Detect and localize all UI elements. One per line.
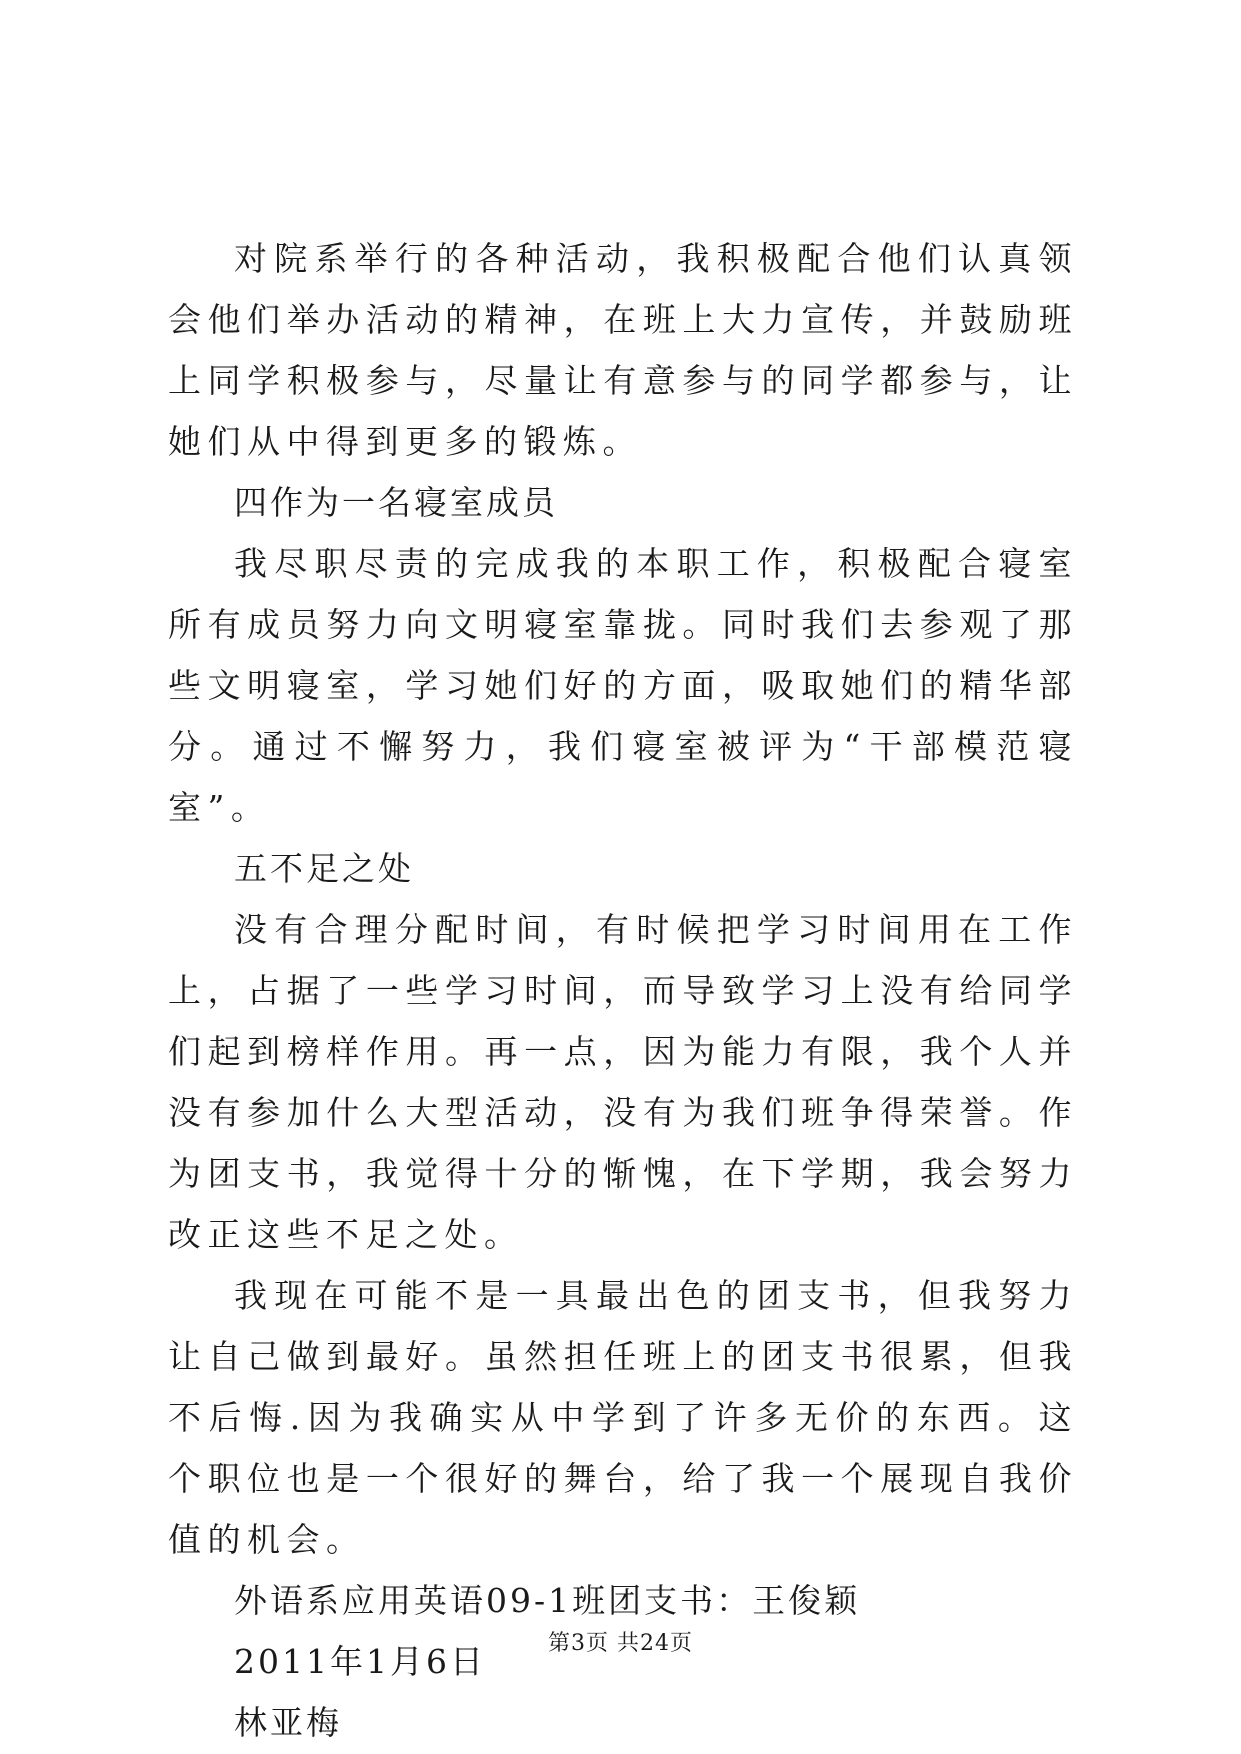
page-number-footer: 第3页 共24页	[548, 1631, 693, 1656]
paragraph-activities: 对院系举行的各种活动，我积极配合他们认真领会他们举办活动的精神，在班上大力宣传，并鼓励班上同学积极参与，尽量让有意参与的同学都参与，让她们从中得到更多的锻炼。	[168, 239, 1078, 461]
signature-author: 外语系应用英语09-1班团支书：王俊颖	[234, 1581, 861, 1620]
signature-name: 林亚梅	[234, 1703, 342, 1742]
document-body	[168, 228, 1078, 1753]
section-heading-dorm: 四作为一名寝室成员	[234, 483, 558, 522]
signature-date: 2011年1月6日	[234, 1642, 486, 1681]
section-heading-shortcomings: 五不足之处	[234, 849, 414, 888]
paragraph-conclusion: 我现在可能不是一具最出色的团支书，但我努力让自己做到最好。虽然担任班上的团支书很累，但我不后悔.因为我确实从中学到了许多无价的东西。这个职位也是一个很好的舞台，给了我一个展现自我价值的机会。	[168, 1276, 1078, 1559]
paragraph-dorm: 我尽职尽责的完成我的本职工作，积极配合寝室所有成员努力向文明寝室靠拢。同时我们去参观了那些文明寝室，学习她们好的方面，吸取她们的精华部分。通过不懈努力，我们寝室被评为“干部模范寝室”。	[168, 544, 1078, 827]
paragraph-shortcomings: 没有合理分配时间，有时候把学习时间用在工作上，占据了一些学习时间，而导致学习上没有给同学们起到榜样作用。再一点，因为能力有限，我个人并没有参加什么大型活动，没有为我们班争得荣誉。作为团支书，我觉得十分的惭愧，在下学期，我会努力改正这些不足之处。	[168, 910, 1078, 1254]
